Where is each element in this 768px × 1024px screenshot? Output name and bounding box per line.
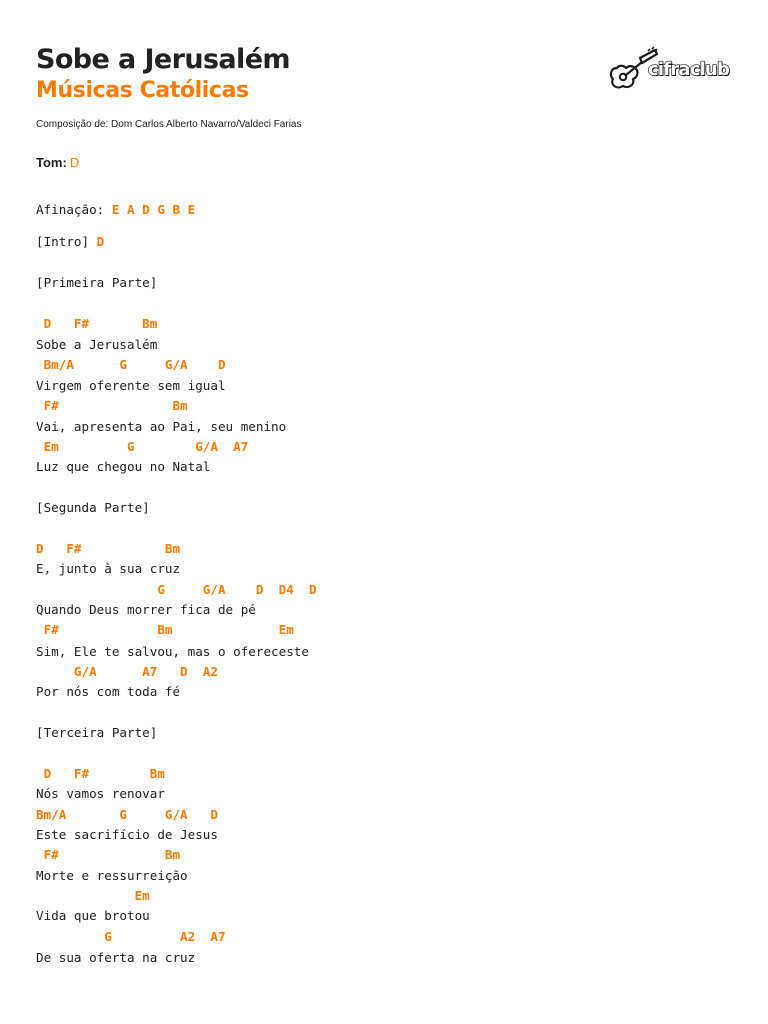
chord-line[interactable]: F# Bm Em — [36, 622, 294, 637]
lyric-line: Sobe a Jerusalém — [36, 337, 158, 352]
chord-line[interactable]: G/A A7 D A2 — [36, 664, 218, 679]
chord-sheet — [36, 0, 736, 1024]
key-value[interactable]: D — [69, 155, 80, 170]
lyric-line: De sua oferta na cruz — [36, 950, 196, 965]
lyric-line: Quando Deus morrer fica de pé — [36, 602, 256, 617]
key-label: Tom: — [36, 155, 67, 170]
intro-label: [Intro] — [36, 234, 90, 249]
lyric-line: Nós vamos renovar — [36, 786, 165, 801]
chord-line[interactable]: G A2 A7 — [36, 929, 226, 944]
tuning-line — [36, 202, 195, 218]
artist-name[interactable]: Músicas Católicas — [36, 78, 249, 103]
chord-line[interactable]: Em — [36, 888, 150, 903]
chord-line[interactable]: Em G G/A A7 — [36, 439, 249, 454]
lyric-line: Morte e ressurreição — [36, 868, 188, 883]
intro-chord[interactable]: D — [96, 234, 105, 249]
chord-line[interactable]: Bm/A G G/A D — [36, 807, 218, 822]
lyric-line: Por nós com toda fé — [36, 684, 181, 699]
chord-line[interactable]: Bm/A G G/A D — [36, 357, 226, 372]
section-heading: [Primeira Parte] — [36, 275, 158, 290]
song-title: Sobe a Jerusalém — [36, 44, 290, 75]
tuning-label: Afinação: — [36, 202, 105, 217]
chord-line[interactable]: D F# Bm — [36, 316, 158, 331]
chord-line[interactable]: D F# Bm — [36, 541, 181, 556]
lyric-line: Sim, Ele te salvou, mas o ofereceste — [36, 644, 309, 659]
section-heading: [Segunda Parte] — [36, 500, 150, 515]
lyric-line: Vida que brotou — [36, 908, 150, 923]
tuning-value: E A D G B E — [111, 202, 196, 217]
lyric-line: E, junto à sua cruz — [36, 561, 181, 576]
lyric-line: Luz que chegou no Natal — [36, 459, 211, 474]
lyric-line: Virgem oferente sem igual — [36, 378, 226, 393]
lyric-line: Este sacrifício de Jesus — [36, 827, 218, 842]
composer-credit: Composição de: Dom Carlos Alberto Navarro/Valdeci Farias — [36, 119, 302, 130]
chord-line[interactable]: F# Bm — [36, 847, 181, 862]
chord-line[interactable]: G G/A D D4 D — [36, 582, 317, 597]
lyric-line: Vai, apresenta ao Pai, seu menino — [36, 419, 287, 434]
section-heading: [Terceira Parte] — [36, 725, 158, 740]
logo-wordmark: cifraclub — [648, 58, 730, 80]
chord-line[interactable]: D F# Bm — [36, 766, 165, 781]
intro-line — [36, 234, 104, 250]
chord-line[interactable]: F# Bm — [36, 398, 188, 413]
